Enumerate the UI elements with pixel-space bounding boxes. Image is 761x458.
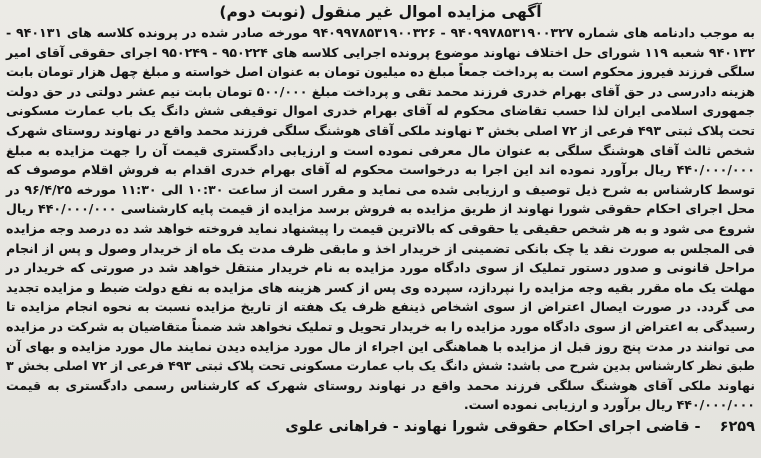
notice-paragraph: به موجب دادنامه های شماره ۹۴۰۹۹۷۸۵۳۱۹۰۰۳۲۷ - ۹۴۰۹۹۷۸۵۳۱۹۰۰۳۲۶ مورخه صادر شده در پرونده کلاسه های ۹۴۰۱۳۱ - ۹۴۰۱۳۲ شعبه ۱۱۹ شورای حل اختلاف نهاوند موضوع پرونده اجرایی کلاسه های ۹۵۰۲۲۴ - ۹۵۰۲۴۹ اجرای حقوقی آقای امیر سلگی فرزند فیروز محکوم است به پرداخت جمعاً مبلغ ده میلیون تومان به عنوان اصل خواسته و مبلغ چهل هزار تومان بابت هزینه دادرسی در حق آقای بهرام خدری فرزند محمد تقی و پرداخت مبلغ ۵۰۰/۰۰۰ تومان بابت نیم عشر دولتی در حق دولت جمهوری اسلامی ایران لذا حسب تقاضای محکوم له آقای بهرام خدری اموال توقیفی شش دانگ یک باب عمارت مسکونی تحت پلاک ثبتی ۴۹۳ فرعی از ۷۲ اصلی بخش ۳ نهاوند ملکی آقای هوشنگ سلگی فرزند محمد واقع در نهاوند روستای شهرک شخص ثالث آقای هوشنگ سلگی به عنوان مال معرفی نموده است و ارزیابی دادگستری قیمت آن را جهت مزایده به مبلغ ۴۴۰/۰۰۰/۰۰۰ ریال برآورد نموده اند این اجرا به درخواست محکوم له آقای بهرام خدری اقدام به فروش اقلام موصوف که توسط کارشناس به شرح ذیل توصیف و ارزیابی شده می نماید و مقرر است از ساعت ۱۰:۳۰ الی ۱۱:۳۰ مورخه ۹۶/۴/۲۵ در محل اجرای احکام حقوقی شورا نهاوند از طریق مزایده به فروش برسد مزایده از قیمت پایه کارشناسی ۴۴۰/۰۰۰/۰۰۰ ریال شروع می شود و به هر شخص حقیقی یا حقوقی که بالاترین قیمت را پیشنهاد نماید فروخته خواهد شد ده درصد وجه مزایده فی المجلس به صورت نقد یا چک بانکی تضمینی از خریدار اخذ و مابقی ظرف مدت یک ماه از خریدار وصول و پس از انجام مراحل قانونی و صدور دستور تملیک از سوی دادگاه مورد مزایده به نام خریدار منتقل خواهد شد در صورتی که خریدار در مهلت یک ماه مقرر بقیه وجه مزایده را نپردازد، سپرده وی پس از کسر هزینه های مزایده به نفع دولت ضبط و مزایده تجدید می گردد. در صورت ایصال اعتراض از سوی اشخاص ذینفع ظرف یک هفته از تاریخ مزایده نسبت به نحوه انجام مزایده تا رسیدگی به اعتراض از سوی دادگاه مورد مزایده را به خریدار تحویل و تملیک نخواهد شد ضمناً متقاضیان به شرکت در مزایده می توانند در مدت پنج روز قبل از مزایده با هماهنگی این اجراء از مال مورد مزایده دیدن نمایند مال مورد مزایده و بهای آن طبق نظر کارشناس بدین شرح می باشد: شش دانگ یک باب عمارت مسکونی تحت پلاک ثبتی ۴۹۳ فرعی از ۷۲ اصلی بخش ۳ نهاوند ملکی آقای هوشنگ سلگی فرزند محمد واقع در نهاوند روستای شهرک که کارشناس رسمی دادگستری به قیمت ۴۴۰/۰۰۰/۰۰۰ ریال برآورد و ارزیابی نموده است. <box>6 25 756 413</box>
notice-signature: - قاضی اجرای احکام حقوقی شورا نهاوند - فراهانی علوی <box>285 418 701 435</box>
notice-footer <box>6 417 755 437</box>
notice-body <box>6 23 755 415</box>
notice-code: ۶۲۵۹ <box>719 418 755 435</box>
notice-title: آگهی مزایده اموال غیر منقول (نوبت دوم) <box>219 3 542 21</box>
